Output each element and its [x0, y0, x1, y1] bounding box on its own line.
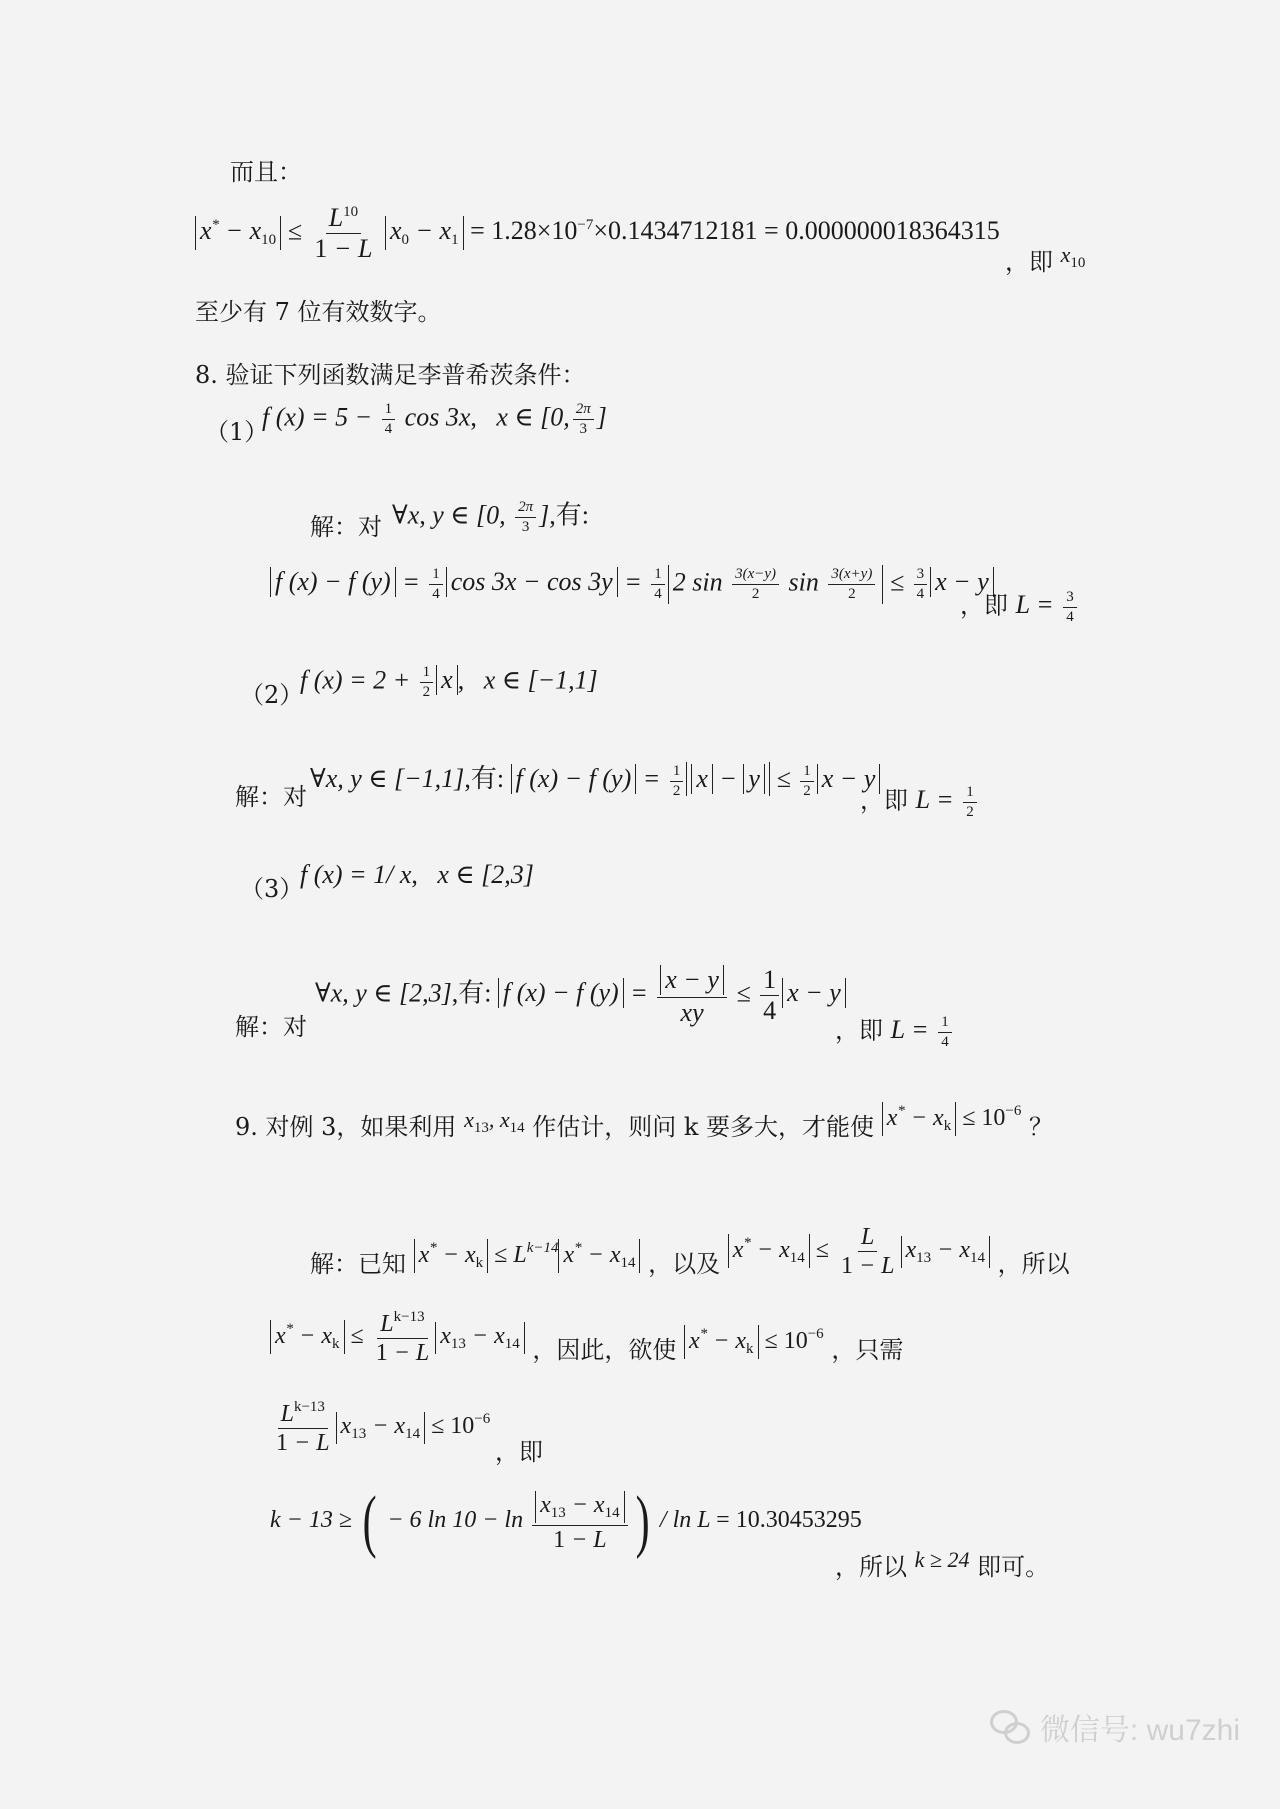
error-bound-formula: $x^* - x_{10}$ ≤ $\frac{L^{10}}{1 - L}$ $x_0 - x_1 = 1.28\times 10^{-7}\times 0.1434712181 = 0.000000018364315$	[195, 205, 1000, 262]
part-3-lipschitz-derivation: ∀x, y ∈ [2,3],有: f (x) − f (y) = $\frac{x - y}{xy}$ ≤ $\frac{1}{4}$ x − y	[315, 965, 846, 1026]
part-2-L-value: ，即 L = $\frac{1}{2}$	[860, 785, 980, 820]
part-1-function: f (x) = 5 − $\frac{1}{4}$ cos 3x, x ∈ [0, $\frac{2\pi}{3}$ ]	[262, 401, 607, 437]
part-1-domain: ∀x, y ∈ [0, $\frac{2\pi}{3}$ ],有:	[392, 499, 590, 535]
part-2-solution-label: 解：对	[235, 783, 307, 811]
part-2-function: f (x) = 2 + $\frac{1}{2}$ x , x ∈ [−1,1]	[300, 664, 598, 700]
part-1-lipschitz-derivation: f (x) − f (y) = $\frac{1}{4}$ cos 3x − cos 3y = $\frac{1}{4}$ 2 sin $\frac{3(x-y)}{2}$ sin $\frac{3(x+y)}{2}$ ≤ $\frac{3}{4}$ x − y	[270, 565, 994, 604]
part-3-solution-label: 解：对	[235, 1013, 307, 1041]
part-2-lipschitz-derivation: ∀x, y ∈ [−1,1],有: f (x) − f (y) = $\frac{1}{2}$ x − y ≤ $\frac{1}{2}$ x − y	[310, 762, 880, 799]
question-9-step-3: $\frac{L^{k-13}}{1 - L}$ $x_{13} - x_{14} \le 10^{-6}$	[276, 1399, 491, 1456]
question-9-conclusion: ，所以 k ≥ 24 即可。	[835, 1547, 1050, 1581]
part-2-label: （2）	[240, 681, 304, 709]
part-3-function: f (x) = 1/ x, x ∈ [2,3]	[300, 860, 534, 889]
moreover-label: 而且：	[230, 158, 302, 186]
question-9-solution: 解：已知 $x^* - x_k \le L^{k-14}$ $x^* - x_{14}$ ，以及 $x^* - x_{14}$ ≤ $\frac{L}{1 - L}$ $x_{13} - x_{14}$ ，所以	[310, 1224, 1070, 1279]
question-9-k-inequality: k − 13 ≥ ( − 6 ln 10 − ln $\frac{x_{13} - x_{14}}{1 - L}$ ) / ln L = 10.30453295	[270, 1483, 862, 1560]
part-3-label: （3）	[240, 875, 304, 903]
wechat-icon	[990, 1710, 1030, 1744]
watermark-text: 微信号: wu7zhi	[1039, 1714, 1240, 1747]
question-9-text: 9. 对例 3，如果利用 $x_{13}$, $x_{14}$ 作估计，则问 k 要多大，才能使 $x^* - x_k \le 10^{-6}$ ？	[235, 1103, 1053, 1141]
part-1-label: （1）	[205, 418, 269, 446]
ji-label-1: ，即 $x_{10}$	[1005, 242, 1086, 276]
wechat-watermark	[990, 1705, 1240, 1749]
seven-digits-text: 至少有 7 位有效数字。	[195, 298, 442, 326]
question-8-title: 8. 验证下列函数满足李普希茨条件：	[195, 361, 586, 389]
part-1-L-value: ，即 L = $\frac{3}{4}$	[960, 590, 1080, 625]
part-3-L-value: ，即 L = $\frac{1}{4}$	[835, 1015, 955, 1050]
question-9-step-2: $x^* - x_k$ ≤ $\frac{L^{k-13}}{1 - L}$ $x_{13} - x_{14}$ ，因此，欲使 $x^* - x_k \le 10^{-6}$ ，只需	[270, 1325, 903, 1380]
ji-label-2: ，即	[495, 1438, 543, 1466]
part-1-solution-label: 解：对	[310, 513, 382, 541]
